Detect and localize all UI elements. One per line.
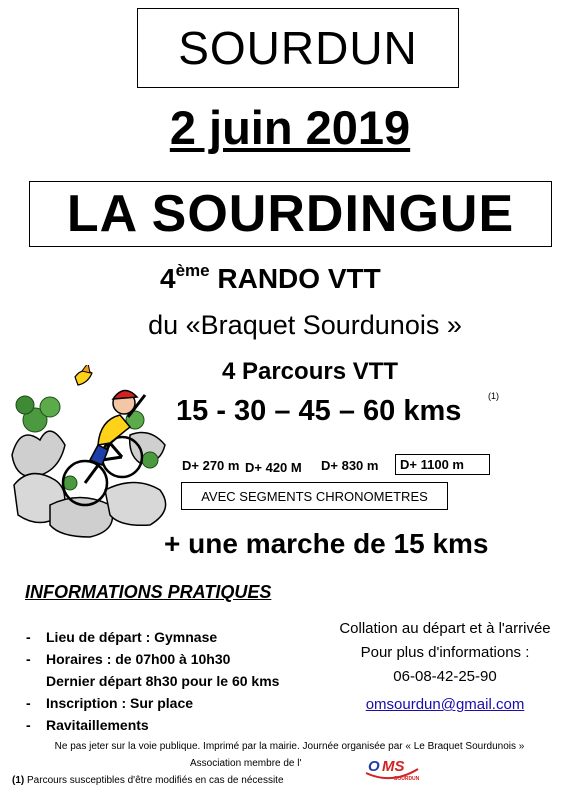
info-item: - Lieu de départ : Gymnase [26,629,218,645]
svg-text:SOURDUN: SOURDUN [394,776,420,782]
rando-title [160,263,460,295]
segments-label: AVEC SEGMENTS CHRONOMETRES [201,488,428,504]
info-item: - Ravitaillements [26,717,149,733]
elevation-3: D+ 830 m [321,458,379,473]
more-info-line: Pour plus d'informations : [360,644,530,661]
event-name-box [29,181,552,247]
footnote-text: Parcours susceptibles d'être modifiés en cas de nécessite [27,775,284,786]
footer-notice: Ne pas jeter sur la voie publique. Imprimé par la mairie. Journée organisée par « Le Braquet Sourdunois » [54,741,525,752]
rando-title-text: RANDO VTT [217,263,381,294]
rando-ordinal-suffix: ème [175,261,210,280]
parcours-count: 4 Parcours VTT [221,358,399,385]
elevation-4: D+ 1100 m [395,454,490,475]
email-link[interactable]: omsourdun@gmail.com [365,696,525,713]
info-list [26,626,279,736]
event-date: 2 juin 2019 [169,101,411,154]
elevation-2: D+ 420 M [245,460,302,475]
oms-logo-icon [362,755,422,785]
collation-line: Collation au départ et à l'arrivée [339,620,551,637]
town-box [137,8,459,88]
organizer-line: du «Braquet Sourdunois » [148,310,462,340]
elevation-1: D+ 270 m [182,458,240,473]
info-item: Dernier départ 8h30 pour le 60 kms [46,673,280,689]
info-title: INFORMATIONS PRATIQUES [25,582,272,602]
town-title: SOURDUN [178,22,418,74]
info-item: - Inscription : Sur place [26,695,194,711]
walk-line: + une marche de 15 kms [164,528,489,559]
footnote [12,775,284,786]
svg-text:O: O [368,758,380,775]
phone-number: 06-08-42-25-90 [393,668,497,685]
rando-ordinal-number: 4 [160,263,176,294]
svg-text:MS: MS [382,758,405,775]
distances: 15 - 30 – 45 – 60 kms [176,395,462,427]
cyclist-illustration [10,365,180,540]
info-item: - Horaires : de 07h00 à 10h30 [26,651,231,667]
footer-association: Association membre de l' [190,758,302,769]
distances-note: (1) [488,391,499,401]
event-name: LA SOURDINGUE [66,185,515,243]
footnote-marker: (1) [12,775,25,786]
segments-box [181,482,448,510]
